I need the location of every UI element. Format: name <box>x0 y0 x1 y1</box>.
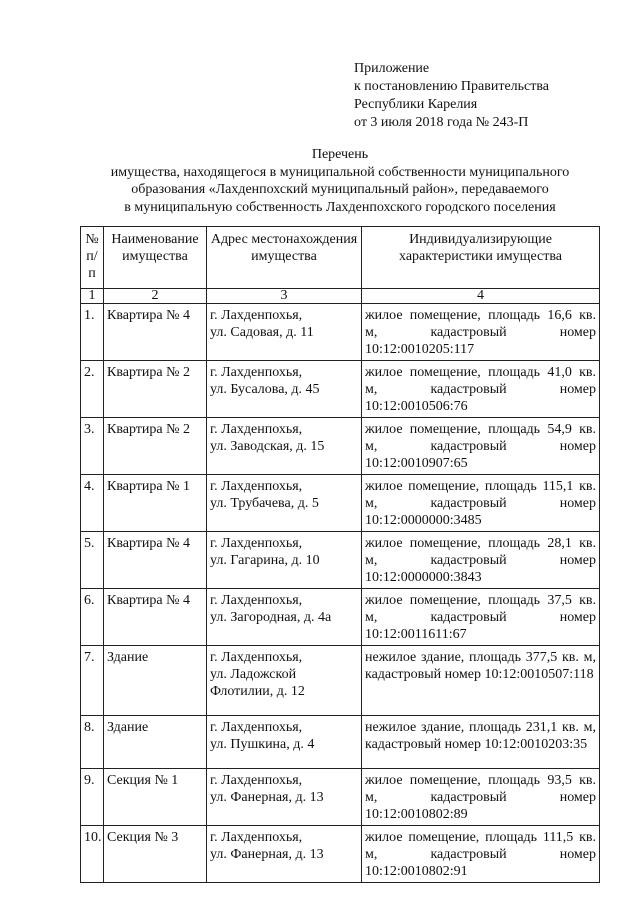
address-city: г. Лахденпохья, <box>210 830 303 845</box>
row-name: Квартира № 2 <box>104 418 207 475</box>
title-line: имущества, находящегося в муниципальной собственности муниципального <box>110 164 570 180</box>
row-name: Квартира № 1 <box>104 475 207 532</box>
appendix-line: к постановлению Правительства <box>354 79 550 94</box>
address-city: г. Лахденпохья, <box>210 593 303 608</box>
row-number: 2. <box>81 361 104 418</box>
row-address <box>207 304 362 361</box>
row-characteristics: жилое помещение, площадь 41,0 кв. м, кадастровый номер 10:12:0010506:76 <box>362 361 600 418</box>
address-street: ул. Садовая, д. 11 <box>210 325 314 340</box>
row-number: 8. <box>81 716 104 769</box>
header-num: № п/п <box>81 227 104 289</box>
table-row <box>81 646 600 716</box>
column-number: 3 <box>207 289 362 304</box>
address-street: ул. Трубачева, д. 5 <box>210 496 319 511</box>
row-address <box>207 475 362 532</box>
row-address <box>207 646 362 716</box>
row-name: Квартира № 4 <box>104 304 207 361</box>
appendix-line: Приложение <box>354 61 430 76</box>
header-name: Наименование имущества <box>104 227 207 289</box>
column-number-row <box>81 289 600 304</box>
row-number: 5. <box>81 532 104 589</box>
row-name: Здание <box>104 646 207 716</box>
row-number: 4. <box>81 475 104 532</box>
address-city: г. Лахденпохья, <box>210 536 303 551</box>
row-number: 9. <box>81 769 104 826</box>
table-row <box>81 589 600 646</box>
row-number: 6. <box>81 589 104 646</box>
header-address: Адрес местонахождения имущества <box>207 227 362 289</box>
row-number: 7. <box>81 646 104 716</box>
property-table <box>80 226 600 883</box>
title-heading: Перечень <box>311 147 369 162</box>
row-characteristics: нежилое здание, площадь 231,1 кв. м, кадастровый номер 10:12:0010203:35 <box>362 716 600 769</box>
table-row <box>81 304 600 361</box>
row-characteristics: жилое помещение, площадь 54,9 кв. м, кадастровый номер 10:12:0010907:65 <box>362 418 600 475</box>
table-row <box>81 716 600 769</box>
row-name: Квартира № 4 <box>104 589 207 646</box>
address-city: г. Лахденпохья, <box>210 720 303 735</box>
column-number: 2 <box>104 289 207 304</box>
row-characteristics: жилое помещение, площадь 111,5 кв. м, кадастровый номер 10:12:0010802:91 <box>362 826 600 883</box>
address-city: г. Лахденпохья, <box>210 365 303 380</box>
row-name: Квартира № 4 <box>104 532 207 589</box>
address-city: г. Лахденпохья, <box>210 422 303 437</box>
row-name: Квартира № 2 <box>104 361 207 418</box>
row-characteristics: жилое помещение, площадь 115,1 кв. м, кадастровый номер 10:12:0000000:3485 <box>362 475 600 532</box>
address-street: ул. Фанерная, д. 13 <box>210 790 324 805</box>
row-number: 3. <box>81 418 104 475</box>
address-street: ул. Загородная, д. 4а <box>210 610 332 625</box>
address-street: ул. Фанерная, д. 13 <box>210 847 324 862</box>
row-characteristics: жилое помещение, площадь 16,6 кв. м, кадастровый номер 10:12:0010205:117 <box>362 304 600 361</box>
appendix-line: Республики Карелия <box>354 97 478 112</box>
column-number: 4 <box>362 289 600 304</box>
address-street: ул. Пушкина, д. 4 <box>210 737 315 752</box>
row-address <box>207 769 362 826</box>
address-city: г. Лахденпохья, <box>210 308 303 323</box>
title-line: в муниципальную собственность Лахденпохского городского поселения <box>124 199 556 215</box>
row-name: Секция № 1 <box>104 769 207 826</box>
address-city: г. Лахденпохья, <box>210 773 303 788</box>
row-address <box>207 418 362 475</box>
address-city: г. Лахденпохья, <box>210 479 303 494</box>
address-street: ул. Бусалова, д. 45 <box>210 382 320 397</box>
row-characteristics: жилое помещение, площадь 37,5 кв. м, кадастровый номер 10:12:0011611:67 <box>362 589 600 646</box>
table-row <box>81 769 600 826</box>
row-characteristics: жилое помещение, площадь 28,1 кв. м, кадастровый номер 10:12:0000000:3843 <box>362 532 600 589</box>
appendix-block <box>354 60 549 132</box>
row-address <box>207 589 362 646</box>
row-name: Секция № 3 <box>104 826 207 883</box>
row-address <box>207 716 362 769</box>
address-street: ул. Заводская, д. 15 <box>210 439 325 454</box>
table-row <box>81 418 600 475</box>
appendix-date-line: от 3 июля 2018 года № 243-П <box>354 115 529 130</box>
header-characteristics: Индивидуализирующие характеристики имущества <box>362 227 600 289</box>
row-address <box>207 826 362 883</box>
address-street: ул. Гагарина, д. 10 <box>210 553 320 568</box>
row-number: 1. <box>81 304 104 361</box>
address-street: ул. Ладожской Флотилии, д. 12 <box>210 667 305 699</box>
table-row <box>81 361 600 418</box>
row-address <box>207 532 362 589</box>
row-name: Здание <box>104 716 207 769</box>
title-line: образования «Лахденпохский муниципальный район», передаваемого <box>131 182 549 197</box>
row-characteristics: жилое помещение, площадь 93,5 кв. м, кадастровый номер 10:12:0010802:89 <box>362 769 600 826</box>
row-characteristics: нежилое здание, площадь 377,5 кв. м, кадастровый номер 10:12:0010507:118 <box>362 646 600 716</box>
table-row <box>81 532 600 589</box>
address-city: г. Лахденпохья, <box>210 650 303 665</box>
table-row <box>81 826 600 883</box>
table-header-row <box>81 227 600 289</box>
table-row <box>81 475 600 532</box>
document-title <box>40 146 640 216</box>
row-number: 10. <box>81 826 104 883</box>
column-number: 1 <box>81 289 104 304</box>
row-address <box>207 361 362 418</box>
